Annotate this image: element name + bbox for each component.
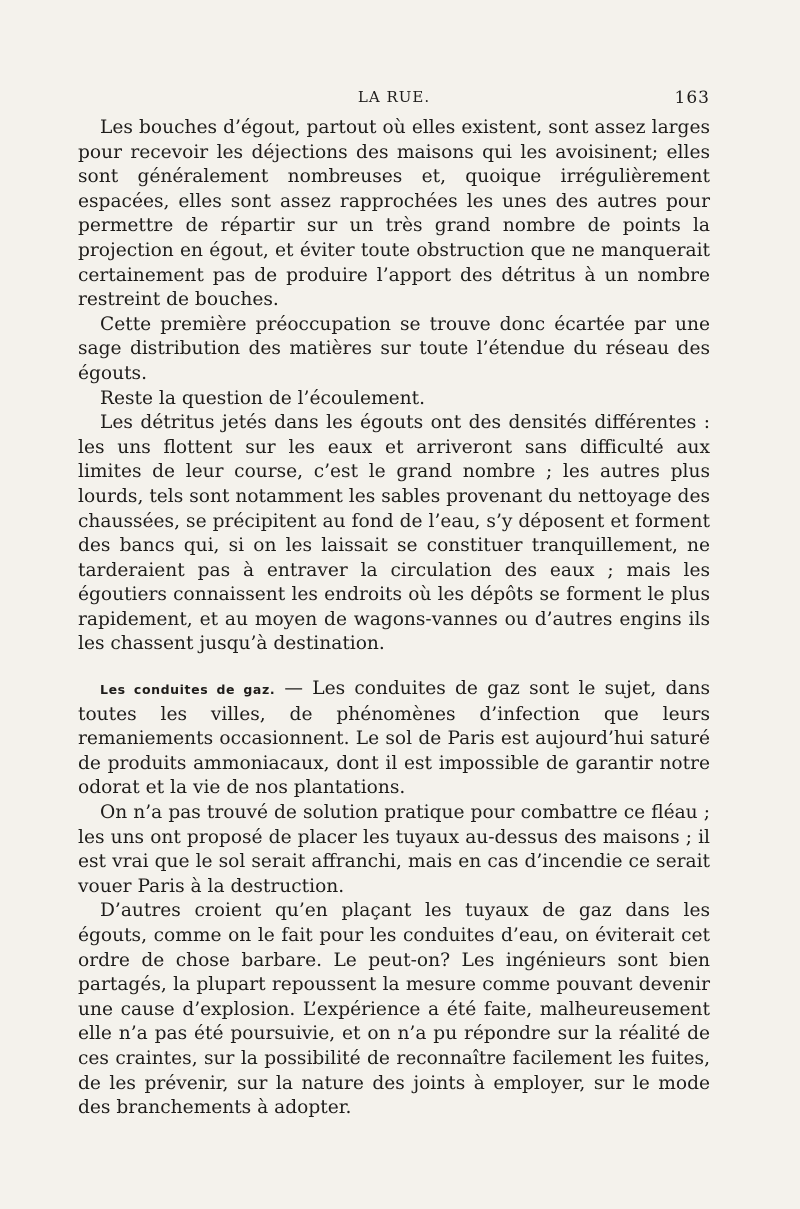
page-number: 163 bbox=[674, 88, 710, 108]
running-head bbox=[78, 88, 710, 112]
paragraph: On n’a pas trouvé de solution pratique pour combattre ce fléau ; les uns ont proposé de placer les tuyaux au-dessus des maisons ; il est vrai que le sol serait affranchi, mais en cas d’incendie ce serait vouer Paris à la destruction. bbox=[78, 802, 710, 897]
body-text bbox=[78, 116, 710, 1121]
section-paragraph bbox=[78, 677, 710, 801]
paragraph: Les détritus jetés dans les égouts ont des densités différentes : les uns flottent sur les eaux et arriveront sans difficulté aux limites de leur course, c’est le grand nombre ; les autres plus lourds, tels sont notamment les sables provenant du nettoyage des chaussées, se précipitent au fond de l’eau, s’y déposent et forment des bancs qui, si on les laissait se constituer tranquillement, ne tarderaient pas à entraver la circulation des eaux ; mais les égoutiers connaissent les endroits où les dépôts se forment le plus rapidement, et au moyen de wagons-vannes ou d’autres engins ils les chassent jusqu’à destination. bbox=[78, 412, 710, 655]
paragraph: D’autres croient qu’en plaçant les tuyaux de gaz dans les égouts, comme on le fait pour les conduites d’eau, on éviterait cet ordre de chose barbare. Le peut-on? Les ingénieurs sont bien partagés, la plupart repoussent la mesure comme pouvant devenir une cause d’explosion. L’expérience a été faite, malheureusement elle n’a pas été poursuivie, et on n’a pu répondre sur la réalité de ces craintes, sur la possibilité de reconnaître facilement les fuites, de les prévenir, sur la nature des joints à employer, sur le mode des branchements à adopter. bbox=[78, 900, 710, 1119]
paragraph: Cette première préoccupation se trouve donc écartée par une sage distribution des matières sur toute l’étendue du réseau des égouts. bbox=[78, 313, 710, 384]
section-lead-text: — Les conduites de gaz sont le sujet, dans toutes les villes, de phénomènes d’infection que leurs remaniements occasionnent. Le sol de Paris est aujourd’hui saturé de produits ammoniacaux, dont il est impossible de garantir notre odorat et la vie de nos plantations. bbox=[78, 678, 711, 799]
paragraph: Reste la question de l’écoulement. bbox=[100, 387, 426, 409]
section-spacer bbox=[78, 657, 710, 677]
section-heading: Les conduites de gaz. bbox=[100, 682, 276, 698]
running-title: LA RUE. bbox=[357, 88, 431, 106]
paragraph: Les bouches d’égout, partout où elles existent, sont assez larges pour recevoir les déjections des maisons qui les avoisinent; elles sont généralement nombreuses et, quoique irrégulièrement espacées, elles sont assez rapprochées les unes des autres pour permettre de répartir sur un très grand nombre de points la projection en égout, et éviter toute obstruction que ne manquerait certainement pas de produire l’apport des détritus à un nombre restreint de bouches. bbox=[78, 117, 710, 311]
